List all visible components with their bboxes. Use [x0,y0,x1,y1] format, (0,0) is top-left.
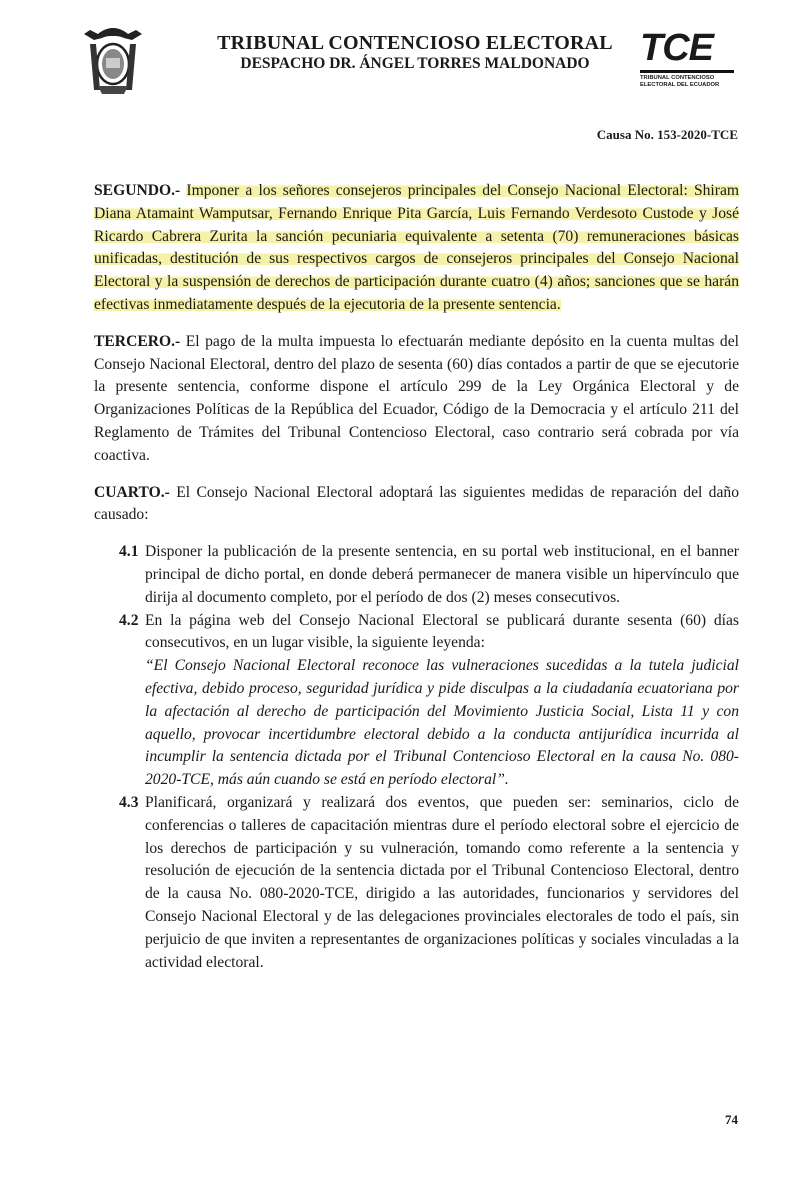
section-text: El pago de la multa impuesta lo efectuarán mediante depósito en la cuenta multas del Consejo Nacional Electoral, dentro del plazo de sesenta (60) días contados a partir de que se ejecutorie la presente sentencia, conforme dispone el artículo 299 de la Ley Orgánica Electoral y de Organizaciones Políticas de la República del Ecuador, Código de la Democracia y el artículo 211 del Reglamento de Trámites del Tribunal Contencioso Electoral, caso contrario será cobrada por vía coactiva. [94,332,739,464]
item-number: 4.1 [119,543,139,561]
header-title: TRIBUNAL CONTENCIOSO ELECTORAL [217,32,613,54]
page-number: 74 [725,1112,738,1127]
list-item [119,541,739,609]
header [205,32,625,74]
section-segundo [94,180,739,317]
item-number: 4.3 [119,793,139,811]
document-body [94,180,739,974]
section-tercero [94,331,739,468]
item-text: Disponer la publicación de la presente sentencia, en su portal web institucional, en el banner principal de dicho portal, en donde deberá permanecer de manera visible un hipervínculo que dirija al documento completo, por el período de dos (2) meses consecutivos. [145,543,739,606]
tce-logo-caption-1: TRIBUNAL CONTENCIOSO [640,75,715,81]
section-label: SEGUNDO.- [94,182,181,199]
section-text-highlighted: Imponer a los señores consejeros principales del Consejo Nacional Electoral: Shiram Diana Atamaint Wamputsar, Fernando Enrique Pita García, Luis Fernando Verdesoto Custode y José Ricardo Cabrera Zurita la sanción pecuniaria equivalente a setenta (70) remuneraciones básicas unificadas, destitución de sus respectivos cargos de consejeros principales del Consejo Nacional Electoral y la suspensión de derechos de participación durante cuatro (4) años; sanciones que se harán efectivas inmediatamente después de la ejecutoria de la presente sentencia. [94,182,740,313]
list-item [119,610,739,792]
item-text-container [145,610,739,792]
ecuador-coat-of-arms-icon [80,24,146,100]
logo-divider [640,70,734,73]
header-subtitle: DESPACHO DR. ÁNGEL TORRES MALDONADO [240,55,590,72]
list-item [119,792,739,974]
tce-logo-text: TCE [640,27,713,69]
section-cuarto [94,482,739,528]
item-quote: “El Consejo Nacional Electoral reconoce las vulneraciones sucedidas a la tutela judicial efectiva, debido proceso, seguridad jurídica y pide disculpas a la ciudadanía ecuatoriana por la afectación al derecho de participación del Movimiento Justicia Social, Lista 11 y con aquello, provocar incertidumbre electoral debido a la conducta antijurídica incurrida al incumplir la sentencia dictada por el Tribunal Contencioso Electoral en la causa No. 080-2020-TCE, más aún cuando se está en período electoral”. [145,657,739,789]
tce-logo-caption-2: ELECTORAL DEL ECUADOR [640,81,720,88]
section-label: CUARTO.- [94,483,170,501]
item-text: Planificará, organizará y realizará dos eventos, que pueden ser: seminarios, ciclo de conferencias o talleres de capacitación mientras dure el período electoral sobre el ejercicio de los derechos de participación y su vulneración, tomando como referente a la sentencia y resolución de ejecución de la sentencia dictada por el Tribunal Contencioso Electoral, dentro de la causa No. 080-2020-TCE, dirigido a las autoridades, funcionarios y servidores del Consejo Nacional Electoral y de las delegaciones provinciales electorales de todo el país, sin perjuicio de que inviten a representantes de organizaciones políticas y sociales vinculadas a la actividad electoral. [145,793,739,971]
tce-logo [640,28,740,92]
item-number: 4.2 [119,611,139,629]
section-label: TERCERO.- [94,332,181,350]
item-text: En la página web del Consejo Nacional Electoral se publicará durante sesenta (60) días consecutivos, en un lugar visible, la siguiente leyenda: [145,611,739,652]
section-text: El Consejo Nacional Electoral adoptará las siguientes medidas de reparación del daño causado: [94,483,739,524]
case-number: Causa No. 153-2020-TCE [596,127,738,142]
